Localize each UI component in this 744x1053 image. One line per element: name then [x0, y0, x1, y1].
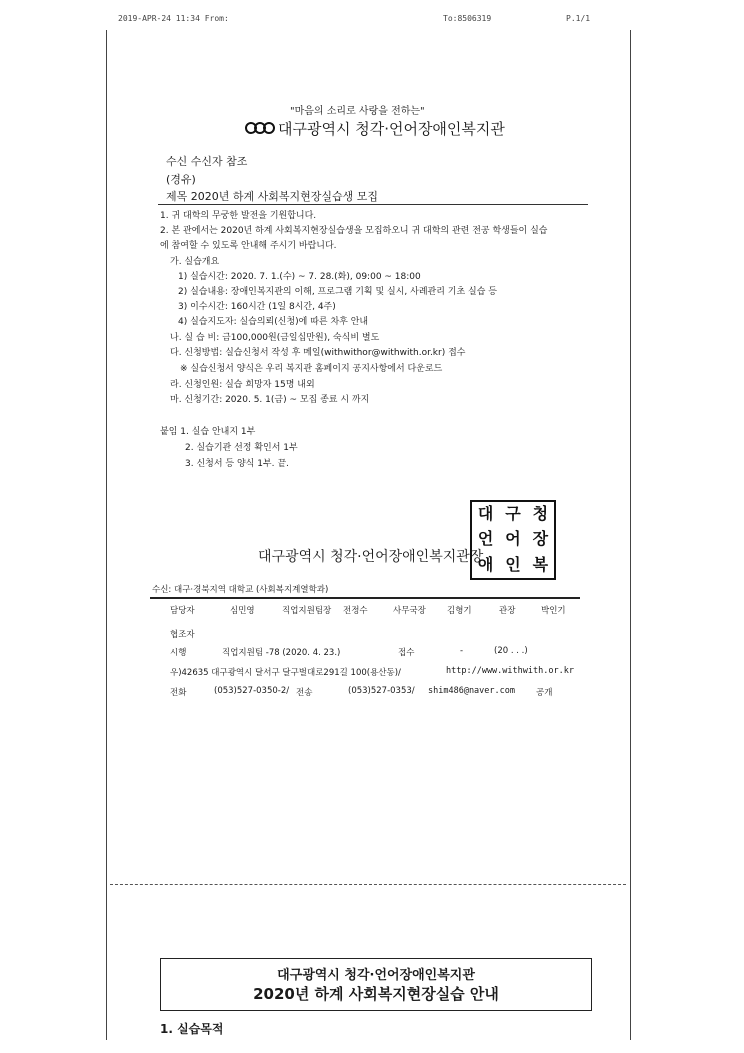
address: 우)42635 대구광역시 달서구 달구벌대로291길 100(용산동)/ [170, 668, 401, 678]
body-line: 2. 본 관에서는 2020년 하계 사회복지현장실습생을 모집하오니 귀 대학의 관련 전공 학생들이 실습 [160, 226, 548, 236]
approval-cell: 김형기 [447, 606, 472, 616]
fax-number: (053)527-0353/ [348, 686, 415, 696]
approval-cell: 관장 [499, 606, 516, 616]
approval-cell: 전정수 [343, 606, 368, 616]
scan-border-left [106, 30, 107, 1040]
official-seal [470, 500, 556, 580]
slogan: "마음의 소리로 사랑을 전하는" [290, 106, 425, 117]
body-line: 3) 이수시간: 160시간 (1일 8시간, 4주) [178, 302, 336, 312]
fax-header-middle: To:8506319 [443, 14, 492, 23]
recipient-line-2: 수신: 대구·경북지역 대학교 (사회복지계열학과) [152, 585, 329, 595]
subject-divider [158, 204, 588, 205]
approval-cell: 직업지원팀장 [282, 606, 332, 616]
org-name: 대구광역시 청각·언어장애인복지관 [278, 120, 505, 138]
seal-char: 청 [532, 504, 549, 523]
body-line: 다. 신청방법: 실습신청서 작성 후 메일(withwithor@withwith.or.kr) 접수 [170, 348, 466, 358]
body-line: 1. 귀 대학의 무궁한 발전을 기원합니다. [160, 211, 317, 221]
approval-divider [150, 597, 580, 599]
notice-title-box [160, 958, 592, 1011]
approval-cell: 박인기 [541, 606, 566, 616]
body-line: 4) 실습지도자: 실습의뢰(신청)에 따른 차후 안내 [178, 317, 369, 327]
body-line: 1) 실습시간: 2020. 7. 1.(수) ~ 7. 28.(화), 09:00 ~ 18:00 [178, 272, 421, 282]
body-line: 2) 실습내용: 장애인복지관의 이해, 프로그램 기획 및 실시, 사례관리 기초 실습 등 [178, 287, 497, 297]
fax-label: 전송 [296, 688, 313, 698]
approval-cell: 심민영 [230, 606, 255, 616]
notice-title-line1: 대구광역시 청각·언어장애인복지관 [277, 968, 475, 983]
seal-char: 장 [532, 529, 549, 549]
body-line: 나. 실 습 비: 금100,000원(금일십만원), 숙식비 별도 [170, 333, 380, 343]
seal-char: 복 [532, 554, 549, 574]
attachment-line: 붙임 1. 실습 안내지 1부 [160, 427, 256, 437]
email: shim486@naver.com [428, 686, 515, 696]
page-break-line [110, 884, 626, 885]
body-line: 가. 실습개요 [170, 257, 220, 267]
seal-char: 애 [477, 554, 494, 574]
attachment-line: 2. 실습기관 선정 확인서 1부 [185, 443, 298, 453]
seal-char: 어 [505, 529, 521, 549]
fax-header-left: 2019-APR-24 11:34 From: [118, 14, 229, 23]
seal-char: 구 [505, 504, 521, 523]
phone-label: 전화 [170, 688, 187, 698]
body-line: 라. 신청인원: 실습 희망자 15명 내외 [170, 380, 315, 390]
body-line: 에 참여할 수 있도록 안내해 주시기 바랍니다. [160, 241, 337, 251]
issuer-name: 대구광역시 청각·언어장애인복지관장 [258, 549, 484, 565]
public-label: 공개 [536, 688, 553, 698]
via-line: (경유) [166, 173, 196, 186]
section-heading: 1. 실습목적 [160, 1022, 224, 1036]
attachment-line: 3. 신청서 등 양식 1부. 끝. [185, 459, 289, 469]
seal-char: 대 [477, 504, 494, 523]
subject-line: 제목 2020년 하계 사회복지현장실습생 모집 [166, 190, 378, 203]
cooperator-label: 협조자 [170, 630, 195, 640]
receipt-label: 접수 [398, 648, 415, 658]
seal-char: 인 [505, 554, 521, 574]
scan-border-right [630, 30, 631, 1040]
recipient-line: 수신 수신자 참조 [166, 155, 248, 168]
approval-cell: 사무국장 [393, 606, 426, 616]
seal-char: 언 [477, 529, 494, 549]
body-line: 마. 신청기간: 2020. 5. 1(금) ~ 모집 종료 시 까지 [170, 395, 370, 405]
receipt-date: (20 . . .) [494, 646, 528, 656]
notice-title-line2: 2020년 하계 사회복지현장실습 안내 [253, 985, 499, 1003]
website: http://www.withwith.or.kr [446, 666, 574, 676]
phone: (053)527-0350-2/ [214, 686, 290, 696]
org-logo-icon [245, 121, 275, 134]
receipt-value: - [460, 646, 464, 656]
enforce-label: 시행 [170, 648, 187, 658]
approval-cell: 담당자 [170, 606, 195, 616]
enforce-value: 직업지원팀 -78 (2020. 4. 23.) [222, 648, 341, 658]
body-line: ※ 실습신청서 양식은 우리 복지관 홈페이지 공지사항에서 다운로드 [180, 364, 443, 374]
fax-header-page: P.1/1 [566, 14, 591, 23]
